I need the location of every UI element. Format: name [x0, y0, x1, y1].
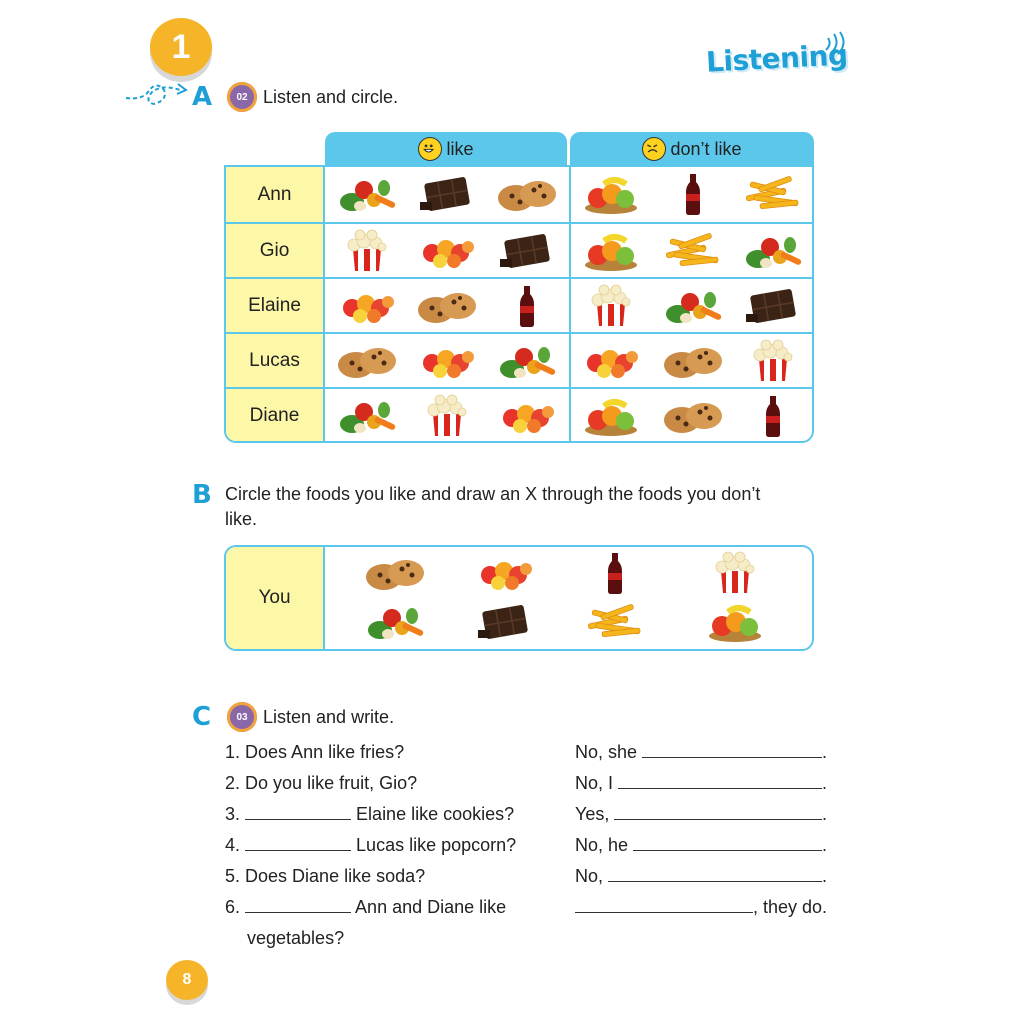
you-label: You [226, 547, 325, 649]
section-b-letter: B [192, 480, 212, 510]
section-c-letter: C [192, 702, 212, 732]
vegetables-picture[interactable] [334, 172, 400, 216]
section-a-instruction: Listen and circle. [263, 87, 399, 107]
answer-suffix: . [821, 773, 827, 793]
question-number: 1. [225, 742, 241, 762]
candy-picture[interactable] [472, 551, 538, 595]
table-row-ann [226, 167, 812, 222]
answer-suffix: . [821, 742, 827, 762]
child-name: Elaine [226, 279, 325, 332]
popcorn-picture[interactable] [334, 229, 400, 273]
question-text: Does Diane like soda? [245, 866, 426, 886]
child-name: Ann [226, 167, 325, 222]
food-preferences-table [224, 132, 814, 443]
column-divider [569, 224, 571, 277]
section-b-instruction-line1: Circle the foods you like and draw an X through the foods you don’t [225, 484, 761, 504]
column-divider [569, 389, 571, 442]
column-divider [569, 334, 571, 387]
section-title: Listening [705, 38, 849, 79]
page-number: 8 [166, 960, 208, 1000]
fries-picture[interactable] [582, 600, 648, 644]
answer-blank[interactable] [642, 743, 822, 758]
chocolate-picture[interactable] [740, 284, 806, 328]
question-5 [225, 866, 425, 887]
child-name: Gio [226, 224, 325, 277]
unit-number-badge: 1 [150, 18, 212, 76]
answer-4 [575, 835, 827, 856]
answer-prefix: No, I [575, 773, 614, 793]
fruit-picture[interactable] [578, 172, 644, 216]
sound-waves-icon [822, 30, 848, 56]
cookies-picture[interactable] [362, 551, 428, 595]
table-body [224, 165, 814, 443]
question-2 [225, 773, 417, 794]
popcorn-picture[interactable] [414, 394, 480, 438]
vegetables-picture[interactable] [660, 284, 726, 328]
question-text: Lucas like popcorn? [356, 835, 517, 855]
happy-face-icon [418, 137, 442, 161]
cookies-picture[interactable] [660, 394, 726, 438]
answer-blank[interactable] [614, 805, 822, 820]
chocolate-picture[interactable] [414, 172, 480, 216]
answer-suffix: , they do. [752, 897, 827, 917]
cookies-picture[interactable] [494, 172, 560, 216]
fries-picture[interactable] [740, 172, 806, 216]
answer-prefix: No, [575, 866, 604, 886]
dotted-arrow-icon [122, 78, 202, 114]
child-name: Diane [226, 389, 325, 442]
answer-blank[interactable] [608, 867, 822, 882]
soda-picture[interactable] [660, 172, 726, 216]
fruit-picture[interactable] [702, 600, 768, 644]
question-number: 5. [225, 866, 241, 886]
question-text: Ann and Diane like [355, 897, 507, 917]
popcorn-picture[interactable] [578, 284, 644, 328]
table-row-lucas [226, 332, 812, 387]
answer-suffix: . [821, 866, 827, 886]
question-blank[interactable] [245, 836, 351, 851]
answer-suffix: . [821, 804, 827, 824]
question-number: 2. [225, 773, 241, 793]
question-4 [225, 835, 516, 856]
question-number: 4. [225, 835, 241, 855]
like-label: like [446, 138, 474, 159]
child-name: Lucas [226, 334, 325, 387]
answer-blank[interactable] [575, 898, 753, 913]
candy-picture[interactable] [334, 284, 400, 328]
dislike-column-header [570, 132, 814, 166]
cookies-picture[interactable] [334, 339, 400, 383]
answer-6 [575, 897, 827, 918]
candy-picture[interactable] [414, 229, 480, 273]
answer-blank[interactable] [633, 836, 822, 851]
section-b-instruction-line2: like. [225, 509, 258, 529]
soda-picture[interactable] [582, 551, 648, 595]
answer-prefix: No, he [575, 835, 629, 855]
question-number: 3. [225, 804, 241, 824]
question-text: Elaine like cookies? [356, 804, 515, 824]
answer-2 [575, 773, 827, 794]
vegetables-picture[interactable] [740, 229, 806, 273]
section-c-instruction: Listen and write. [263, 707, 395, 727]
table-row-diane [226, 387, 812, 442]
table-row-gio [226, 222, 812, 277]
question-3 [225, 804, 514, 825]
answer-blank[interactable] [618, 774, 822, 789]
chocolate-picture[interactable] [494, 229, 560, 273]
answer-1 [575, 742, 827, 763]
audio-track-02-button[interactable]: 02 [227, 82, 257, 112]
like-column-header [325, 132, 567, 166]
fries-picture[interactable] [660, 229, 726, 273]
table-row-elaine [226, 277, 812, 332]
question-continuation: vegetables? [247, 928, 345, 948]
fruit-picture[interactable] [578, 229, 644, 273]
cookies-picture[interactable] [414, 284, 480, 328]
dislike-label: don’t like [670, 138, 742, 159]
column-divider [569, 167, 571, 222]
chocolate-picture[interactable] [472, 600, 538, 644]
audio-track-03-button[interactable]: 03 [227, 702, 257, 732]
question-1 [225, 742, 404, 763]
column-divider [569, 279, 571, 332]
answer-suffix: . [821, 835, 827, 855]
vegetables-picture[interactable] [494, 339, 560, 383]
soda-picture[interactable] [494, 284, 560, 328]
vegetables-picture[interactable] [334, 394, 400, 438]
vegetables-picture[interactable] [362, 600, 428, 644]
section-a-letter: A [192, 82, 213, 112]
popcorn-picture[interactable] [740, 339, 806, 383]
question-text: Do you like fruit, Gio? [245, 773, 418, 793]
candy-picture[interactable] [414, 339, 480, 383]
question-number: 6. [225, 897, 241, 917]
question-text: Does Ann like fries? [245, 742, 405, 762]
question-blank[interactable] [245, 898, 351, 913]
fruit-picture[interactable] [578, 394, 644, 438]
answer-3 [575, 804, 827, 825]
answer-5 [575, 866, 827, 887]
question-6 [225, 897, 506, 918]
candy-picture[interactable] [578, 339, 644, 383]
answer-prefix: Yes, [575, 804, 610, 824]
answer-prefix: No, she [575, 742, 638, 762]
your-foods-table [224, 545, 814, 651]
question-blank[interactable] [245, 805, 351, 820]
soda-picture[interactable] [740, 394, 806, 438]
popcorn-picture[interactable] [702, 551, 768, 595]
candy-picture[interactable] [494, 394, 560, 438]
cookies-picture[interactable] [660, 339, 726, 383]
sad-face-icon [642, 137, 666, 161]
